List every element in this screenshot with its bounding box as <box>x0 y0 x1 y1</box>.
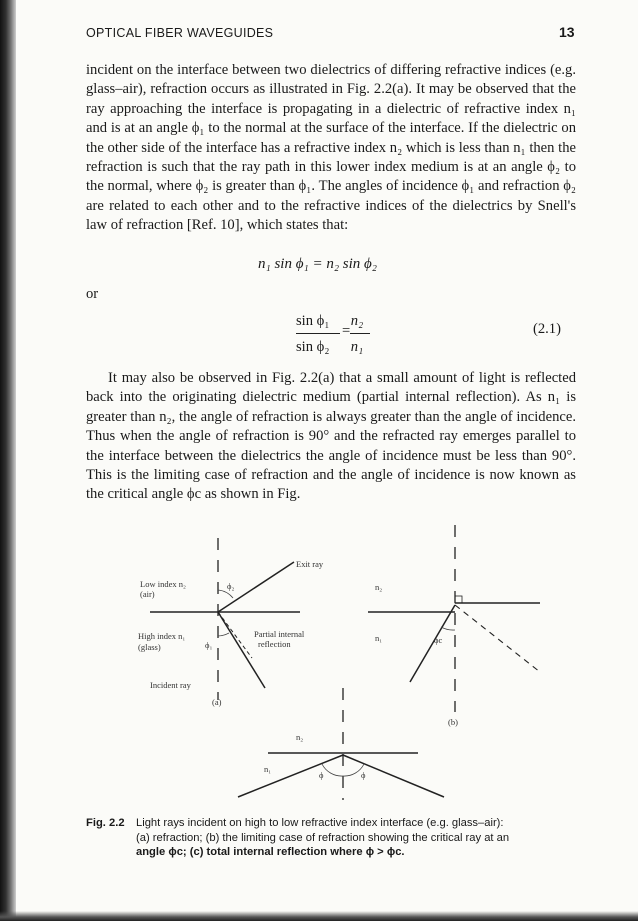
phi1-arc <box>218 633 229 636</box>
page-number: 13 <box>559 24 575 40</box>
figure-panel-b <box>368 525 540 727</box>
eq2-numerator-right: n₂ <box>350 313 364 329</box>
label-c-phi-right: ϕ <box>361 770 366 780</box>
caption-label: Fig. 2.2 <box>86 817 125 829</box>
label-exit-ray: Exit ray <box>296 559 324 569</box>
equation-number: (2.1) <box>533 321 561 337</box>
running-head: OPTICAL FIBER WAVEGUIDES <box>86 26 274 40</box>
or-connector: or <box>86 286 99 302</box>
incident-ray-a <box>218 612 265 688</box>
eq2-equals: = <box>342 323 351 339</box>
label-low-index: Low index n₂ <box>140 579 186 589</box>
paragraph-critical-angle: It may also be observed in Fig. 2.2(a) that a small amount of light is reflected back into the originating dielectric medium (partial internal reflection). As n₁ is greater than n₂, the angle of refraction is always greater than the angle of incidence. Thus when the angle of refraction is 90° and the refracted ray emerges parallel to the interface between the dielectrics the angle of incidence must be less than 90°. This is the limiting case of refraction and the angle of incidence is now known as the critical angle ϕc as shown in Fig. <box>86 370 576 503</box>
label-a: (a) <box>212 697 222 707</box>
eq2-denominator-left: sin ϕ₂ <box>296 339 330 355</box>
phic-arc <box>441 627 455 630</box>
caption-line-2: (a) refraction; (b) the limiting case of refraction showing the critical ray at an <box>136 831 510 844</box>
caption-line-3: angle ϕc; (c) total internal reflection where ϕ > ϕc. <box>136 846 405 859</box>
figure-caption <box>86 816 586 860</box>
label-phi2: ϕ₂ <box>227 581 235 591</box>
equation-snells-law: n₁ sin ϕ₁ = n₂ sin ϕ₂ <box>258 256 378 272</box>
label-partial: Partial internal <box>254 629 305 639</box>
label-reflection: reflection <box>258 639 291 649</box>
label-b-n1: n₁ <box>375 633 383 643</box>
eq2-denominator-right: n₁ <box>350 339 364 355</box>
label-c-n2: n₂ <box>296 732 304 742</box>
figure-panel-c <box>238 688 444 800</box>
label-glass: (glass) <box>138 642 161 652</box>
label-b-n2: n₂ <box>375 582 383 592</box>
figure-panel-a <box>138 538 324 707</box>
paragraph-snells-law: incident on the interface between two dielectrics of differing refractive indices (e.g. glass–air), refraction occurs as illustrated in Fig. 2.2(a). It may be observed that the ray approaching the interface is propagating in a dielectric of refractive index n₁ and is at an angle ϕ₁ to the normal at the surface of the interface. If the dielectric on the other side of the interface has a refractive index n₂ which is less than n₁ then the refraction is such that the ray path in this lower index medium is at an angle ϕ₂ to the normal, where ϕ₂ is greater than ϕ₁. The angles of incidence ϕ₁ and refraction ϕ₂ are related to each other and to the refractive indices of the dielectrics by Snell's law of refraction [Ref. 10], which states that: <box>86 62 576 234</box>
incident-ray-c <box>238 755 343 797</box>
right-angle-mark <box>455 596 462 603</box>
label-air: (air) <box>140 589 155 599</box>
label-high-index: High index n₁ <box>138 631 186 641</box>
label-phic: ϕc <box>434 635 443 645</box>
page-bottom-shadow <box>0 911 638 921</box>
label-c-n1: n₁ <box>264 764 272 774</box>
label-b: (b) <box>448 717 458 727</box>
reflected-ray-b <box>455 605 540 672</box>
phi2-arc <box>218 590 233 598</box>
caption-line-1: Light rays incident on high to low refractive index interface (e.g. glass–air): <box>136 817 504 829</box>
label-incident-ray: Incident ray <box>150 680 191 690</box>
eq2-numerator-left: sin ϕ₁ <box>296 313 330 329</box>
reflected-ray-c <box>343 755 444 797</box>
label-phi1: ϕ₁ <box>205 640 213 650</box>
critical-incident-ray <box>410 605 455 682</box>
label-c-phi-left: ϕ <box>319 770 324 780</box>
